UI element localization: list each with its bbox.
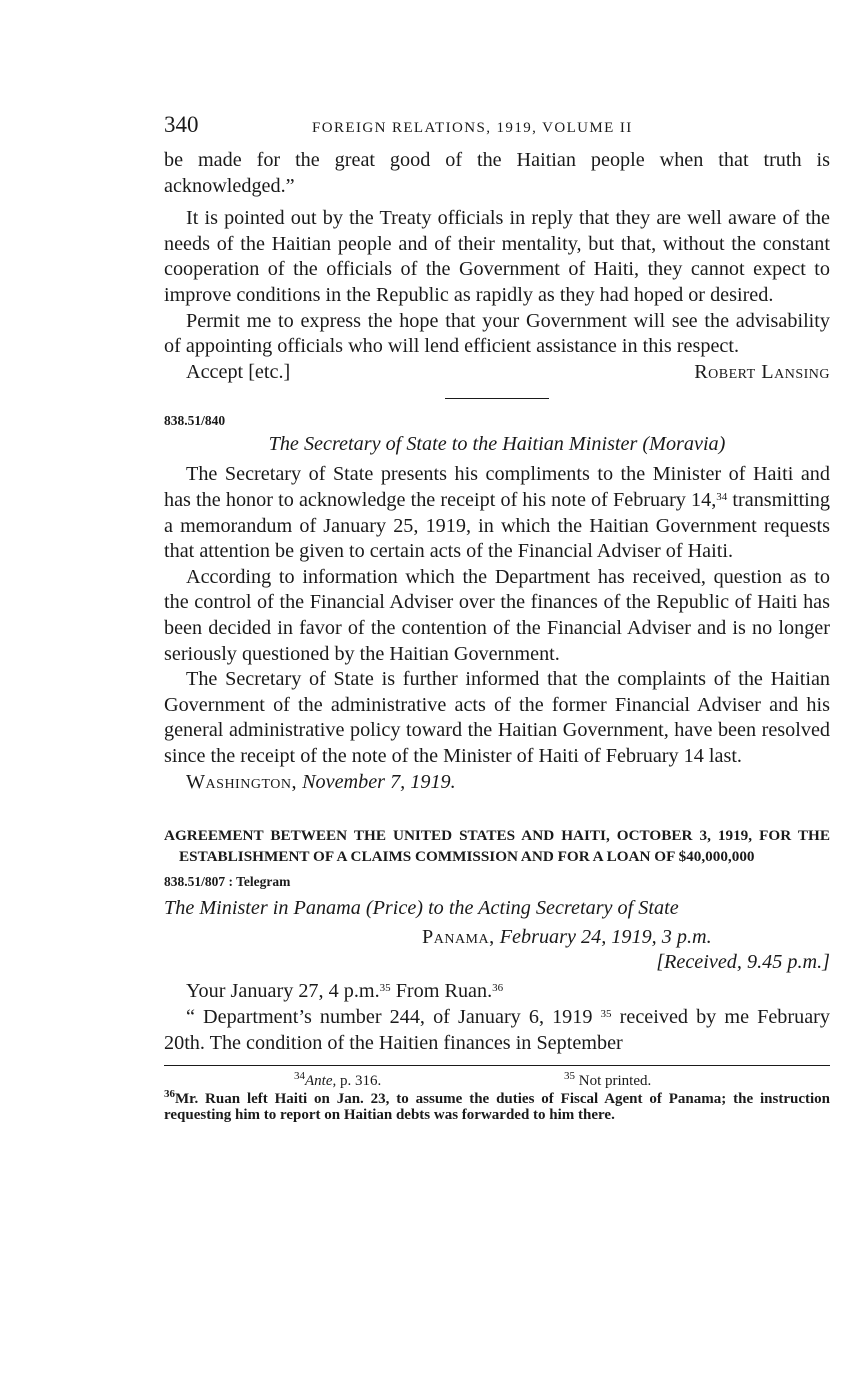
footnote-text: Not printed. — [578, 1073, 652, 1090]
running-head: FOREIGN RELATIONS, 1919, VOLUME II — [312, 120, 633, 136]
caption-name: (Moravia) — [642, 433, 726, 456]
footnote-35 — [564, 1072, 651, 1090]
section-divider — [445, 398, 549, 399]
telegram-date: February 24, 1919, 3 p.m. — [499, 926, 712, 949]
paragraph-reference — [164, 979, 830, 1005]
section-heading: AGREEMENT BETWEEN THE UNITED STATES AND HAITI, OCTOBER 3, 1919, FOR THE ESTABLISHMENT OF A CLAIMS COMMISSION AND FOR A LOAN OF $40,000,000 — [164, 827, 830, 866]
paragraph-text: From Ruan. — [390, 980, 493, 1003]
document-caption: The Minister in Panama (Price) to the Acting Secretary of State — [164, 897, 679, 920]
footnote-text: Mr. Ruan left Haiti on Jan. 23, to assume the duties of Fiscal Agent of Panama; the instruction requesting him to report on Haitian debts was forwarded to him there. — [164, 1091, 830, 1124]
paragraph-text: The Secretary of State presents his compliments to the Minister of Haiti and has the honor to acknowledge the receipt of his note of February 14, — [164, 463, 830, 511]
footnote-ref: 36 — [492, 982, 504, 995]
footnote-rule — [164, 1065, 830, 1066]
dateline-place: Washington, — [186, 771, 298, 794]
footnote-ref: 35 — [379, 982, 391, 995]
footnote-italic: Ante, — [305, 1073, 337, 1090]
paragraph-acknowledge — [164, 462, 830, 564]
footnote-text: p. 316. — [336, 1073, 382, 1090]
dateline-date: November 7, 1919. — [302, 771, 456, 794]
telegram-place: Panama, — [422, 926, 495, 949]
paragraph-complaints: The Secretary of State is further informed that the complaints of the Haitian Government of the administrative acts of the former Financial Adviser and his general administrative policy toward the Haitian Government, have been resolved since the receipt of the note of the Minister of Haiti of February 14 last. — [164, 668, 830, 767]
paragraph-quote — [164, 1005, 830, 1056]
file-number: 838.51/807 : Telegram — [164, 874, 291, 890]
paragraph-text: received by me February 20th. The condition of the Haitien finances in September — [164, 1006, 830, 1054]
paragraph-treaty-officials: It is pointed out by the Treaty officials in reply that they are well aware of the needs of the Haitian people and of their mentality, but that, without the constant cooperation of the officials of the Government of Haiti, they cannot expect to improve conditions in the Republic as rapidly as they had hoped or desired. — [164, 207, 830, 306]
telegram-place-date — [164, 925, 830, 950]
footnote-mark: 35 — [564, 1070, 575, 1083]
footnote-mark: 36 — [164, 1088, 175, 1101]
paragraph-text: “ Department’s number 244, of January 6, 1919 — [186, 1006, 601, 1029]
page-number: 340 — [164, 112, 199, 137]
signature: Robert Lansing — [694, 360, 830, 383]
closing-line — [164, 360, 830, 386]
paragraph-permit: Permit me to express the hope that your Government will see the advisability of appointing officials who will lend efficient assistance in this respect. — [164, 309, 830, 358]
file-number: 838.51/840 — [164, 413, 226, 429]
paragraph-information: According to information which the Department has received, question as to the control of the Financial Adviser over the finances of the Republic of Haiti has been decided in favor of the contention of the Financial Adviser and is no longer seriously questioned by the Haitian Government. — [164, 565, 830, 665]
document-caption — [164, 430, 830, 458]
caption-title: The Secretary of State to the Haitian Minister — [268, 433, 638, 456]
page-header — [164, 112, 830, 148]
document-page — [164, 112, 830, 1123]
footnote-34 — [164, 1072, 564, 1090]
continued-paragraph: be made for the great good of the Haitian people when that truth is acknowledged.” — [164, 149, 830, 197]
received-note — [164, 950, 830, 975]
dateline — [164, 769, 830, 795]
footnotes-34-35 — [164, 1072, 830, 1090]
closing-accept: Accept [etc.] — [186, 360, 291, 383]
footnote-36 — [164, 1088, 830, 1124]
footnote-mark: 34 — [294, 1070, 305, 1083]
paragraph-text: Your January 27, 4 p.m. — [186, 980, 380, 1003]
received-text: [Received, 9.45 p.m.] — [656, 951, 830, 974]
footnote-ref: 34 — [716, 490, 728, 503]
paragraph-text: transmitting a memorandum of January 25, 1919, in which the Haitian Government requests that attention be given to certain acts of the Financial Adviser of Haiti. — [164, 488, 830, 563]
footnote-ref: 35 — [600, 1008, 612, 1021]
